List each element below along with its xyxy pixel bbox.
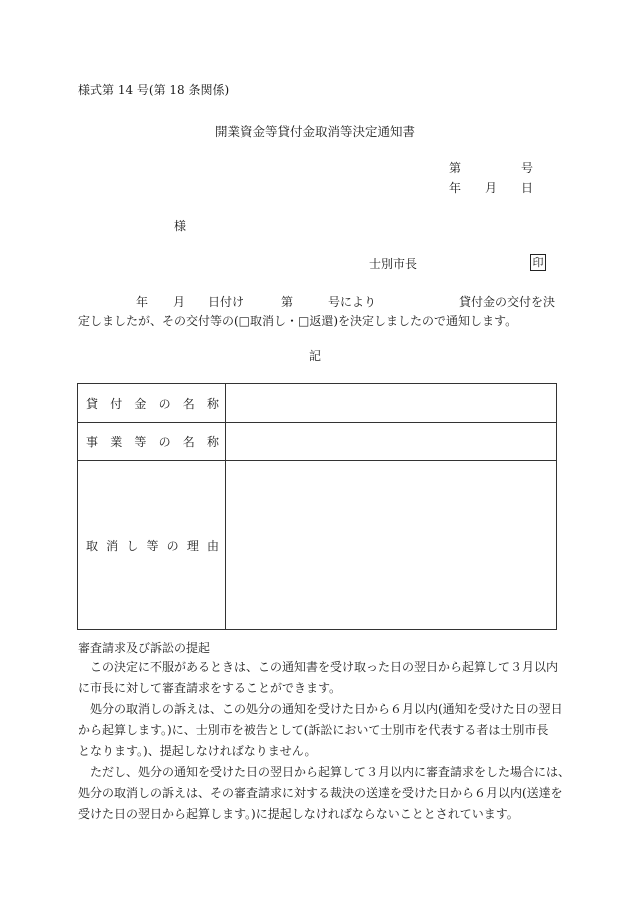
reason-label: 取消し等の理由	[78, 461, 226, 630]
info-table	[77, 383, 557, 630]
date-month: 月	[485, 181, 498, 195]
paragraph-line: 処分の取消しの訴えは、この処分の通知を受けた日から６月以内(通知を受けた日の翌日	[78, 702, 563, 716]
table-row	[78, 461, 557, 630]
seal-mark: 印	[530, 254, 546, 271]
appeal-paragraph-3	[78, 762, 571, 825]
ki-heading: 記	[308, 349, 321, 363]
document-title: 開業資金等貸付金取消等決定通知書	[214, 124, 415, 139]
paragraph-line: ただし、処分の通知を受けた日の翌日から起算して３月以内に審査請求をした場合には、	[78, 765, 571, 779]
loan-name-value[interactable]	[226, 384, 557, 423]
paragraph-line: から起算します。)に、士別市を被告として(訴訟において士別市を代表する者は士別市長	[78, 723, 549, 737]
addressee-suffix: 様	[174, 219, 187, 233]
body-line-2: 定しましたが、その交付等の(□取消し・□返還)を決定しましたので通知します。	[78, 314, 518, 328]
appeal-paragraph-2	[78, 699, 563, 762]
body-tail: 貸付金の交付を決	[459, 295, 556, 309]
form-label: 様式第 14 号(第 18 条関係)	[78, 83, 230, 97]
number-go: 号	[521, 161, 534, 175]
date-year: 年	[449, 181, 462, 195]
body-goniyori: 号により	[328, 295, 377, 309]
project-name-label: 事業等の名称	[78, 423, 226, 461]
body-line-1	[78, 294, 560, 310]
table-row	[78, 423, 557, 461]
paragraph-line: 受けた日の翌日から起算します。)に提起しなければならないこととされています。	[78, 807, 519, 821]
paragraph-line: この決定に不服があるときは、この通知書を受け取った日の翌日から起算して３月以内	[78, 660, 559, 674]
paragraph-line: 処分の取消しの訴えは、その審査請求に対する裁決の送達を受けた日から６月以内(送達を	[78, 786, 563, 800]
body-dai: 第	[281, 295, 294, 309]
appeal-heading: 審査請求及び訴訟の提起	[78, 641, 211, 655]
table-row	[78, 384, 557, 423]
body-dated: 日付け	[208, 295, 245, 309]
body-year: 年	[136, 295, 149, 309]
paragraph-line: に市長に対して審査請求をすることができます。	[78, 681, 342, 695]
date-day: 日	[521, 181, 534, 195]
appeal-paragraph-1	[78, 657, 560, 699]
loan-name-label: 貸付金の名称	[78, 384, 226, 423]
issuer-name: 士別市長	[369, 257, 418, 271]
project-name-value[interactable]	[226, 423, 557, 461]
body-month: 月	[173, 295, 186, 309]
number-dai: 第	[449, 161, 462, 175]
paragraph-line: となります。)、提起しなければなりません。	[78, 744, 317, 758]
reason-value[interactable]	[226, 461, 557, 630]
